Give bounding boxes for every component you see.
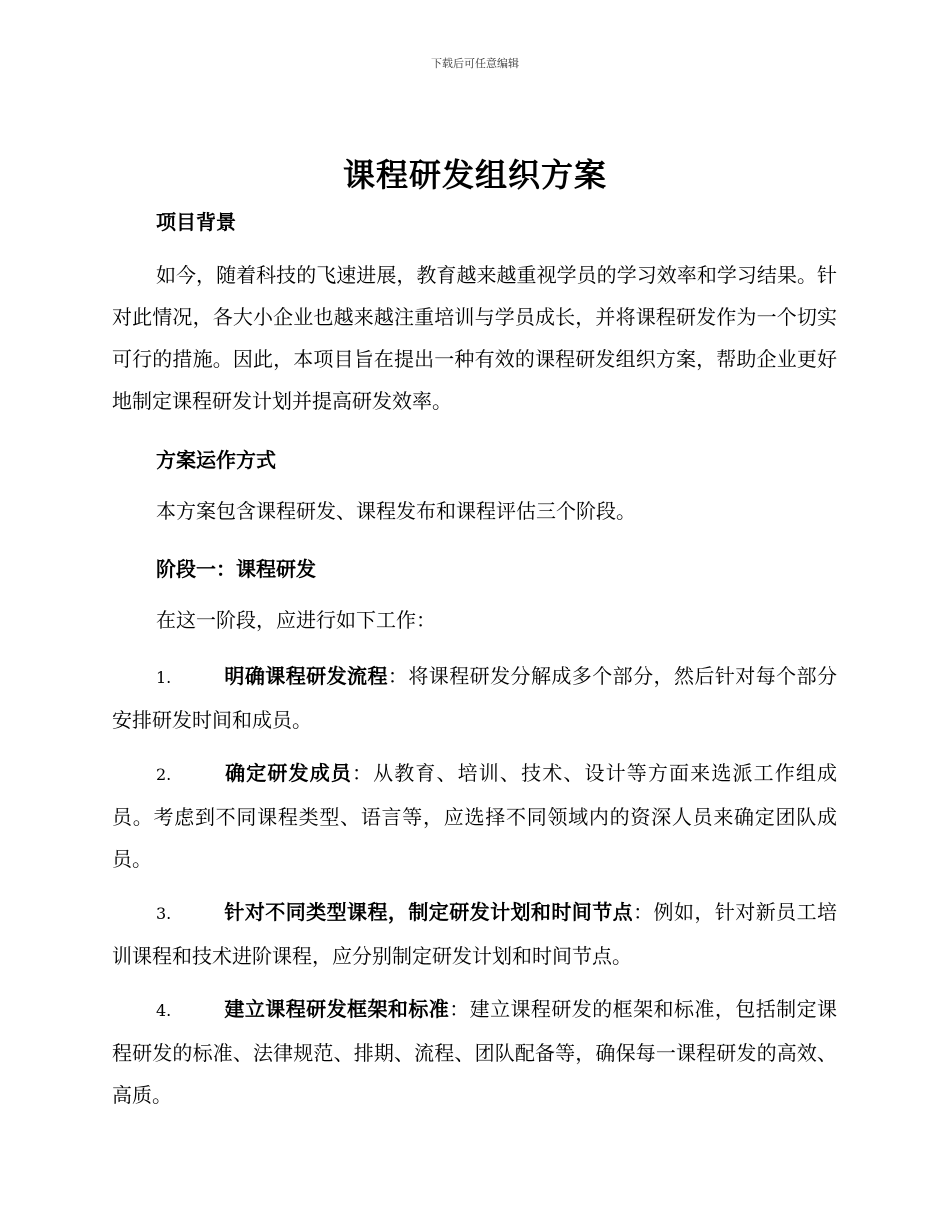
list-item-text: ：从教育、培训、技术、设计等方面来选派工作组成员。考虑到不同课程类型、语言等，应选择不同领域内的资深人员来确定团队成员。	[112, 761, 838, 871]
list-item	[112, 988, 837, 1116]
list-item-number: 3.	[156, 904, 172, 923]
list-item-number: 1.	[156, 668, 172, 687]
section-heading-operation: 方案运作方式	[156, 448, 276, 472]
header-note: 下载后可任意编辑	[431, 57, 519, 70]
list-item	[112, 655, 837, 741]
list-item-title: 针对不同类型课程，制定研发计划和时间节点	[224, 900, 634, 924]
list-item-title: 确定研发成员	[224, 761, 352, 785]
list-item-text: ：例如，针对新员工培训课程和技术进阶课程，应分别制定研发计划和时间节点。	[112, 900, 838, 968]
paragraph-operation: 本方案包含课程研发、课程发布和课程评估三个阶段。	[156, 499, 636, 523]
list-item-title: 明确课程研发流程	[224, 664, 388, 688]
list-item-number: 2.	[156, 765, 172, 784]
list-item-number: 4.	[156, 1001, 172, 1020]
paragraph-stage1-intro: 在这一阶段，应进行如下工作：	[156, 608, 436, 632]
paragraph-background: 如今，随着科技的飞速进展，教育越来越重视学员的学习效率和学习结果。针对此情况，各大小企业也越来越注重培训与学员成长，并将课程研发作为一个切实可行的措施。因此，本项目旨在提出一种有效的课程研发组织方案，帮助企业更好地制定课程研发计划并提高研发效率。	[112, 263, 837, 413]
section-heading-stage1: 阶段一：课程研发	[156, 557, 316, 581]
list-item	[112, 891, 837, 977]
list-item	[112, 752, 837, 880]
list-item-text: ：建立课程研发的框架和标准，包括制定课程研发的标准、法律规范、排期、流程、团队配备等，确保每一课程研发的高效、高质。	[112, 997, 838, 1107]
section-heading-background: 项目背景	[156, 210, 236, 234]
list-item-title: 建立课程研发框架和标准	[224, 997, 450, 1021]
document-title: 课程研发组织方案	[342, 156, 607, 194]
list-item-text: ：将课程研发分解成多个部分，然后针对每个部分安排研发时间和成员。	[112, 664, 838, 732]
